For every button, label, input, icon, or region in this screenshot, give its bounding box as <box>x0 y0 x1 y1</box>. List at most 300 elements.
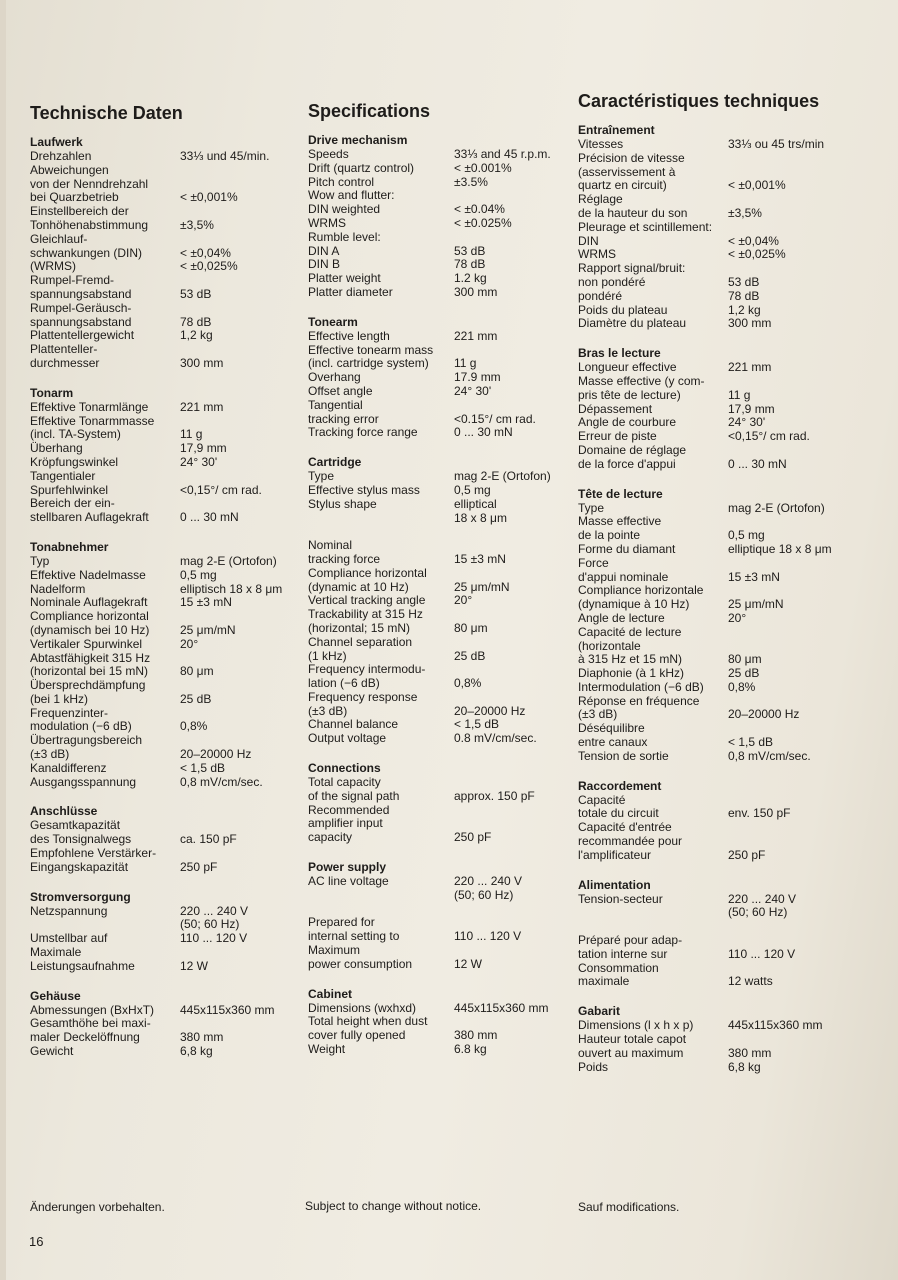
spec-value: 25 μm/mN <box>454 579 510 594</box>
spec-label: Capacité totale du circuit <box>578 792 659 821</box>
spec-label: Précision de vitesse (asservissement à quartz en circuit) <box>578 150 685 193</box>
spec-row <box>308 371 568 385</box>
spec-section <box>30 541 295 790</box>
spec-label: Compliance horizontal (dynamisch bei 10 Hz) <box>30 609 150 637</box>
spec-label: Gesamtkapazität des Tonsignalwegs <box>30 818 132 847</box>
spec-value: < ±0.04% <box>454 202 505 217</box>
spec-label: Drehzahlen <box>30 149 92 163</box>
spec-label: Netzspannung <box>30 903 108 918</box>
spec-row <box>578 1033 840 1061</box>
spec-value: 25 μm/mN <box>728 597 784 612</box>
spec-label: Tracking force range <box>308 425 418 440</box>
page-number: 16 <box>29 1234 44 1249</box>
spec-value: 300 mm <box>180 355 224 370</box>
spec-value: 0,8% <box>454 676 482 691</box>
spec-row <box>578 626 840 667</box>
spec-row <box>30 401 295 415</box>
spec-row <box>308 512 568 526</box>
spec-label: Nadelform <box>30 581 86 596</box>
spec-row <box>30 905 295 919</box>
spec-row <box>30 569 295 583</box>
spec-row <box>30 679 295 707</box>
spec-row <box>30 555 295 569</box>
spec-row <box>578 1019 840 1033</box>
spec-value: 20° <box>728 610 747 625</box>
spec-label: Diamètre du plateau <box>578 316 687 331</box>
spec-label: Wow and flutter: DIN weighted <box>308 188 395 217</box>
spec-value: elliptical <box>454 496 497 511</box>
spec-label: Platter diameter <box>308 284 393 299</box>
spec-row <box>30 164 295 205</box>
spec-row <box>30 329 295 343</box>
spec-row <box>578 304 840 318</box>
spec-value: 12 W <box>454 956 483 971</box>
spec-value: 250 pF <box>454 830 492 845</box>
spec-row <box>30 1045 295 1059</box>
spec-label: Frequency response (±3 dB) <box>308 689 418 718</box>
spec-value: <0,15°/ cm rad. <box>180 482 262 497</box>
spec-label: Frequenzinter- modulation (−6 dB) <box>30 705 132 734</box>
spec-value: <0,15°/ cm rad. <box>728 429 810 444</box>
spec-row <box>30 497 295 525</box>
spec-label: (WRMS) <box>30 259 76 274</box>
spec-label: Typ <box>30 553 50 568</box>
spec-row <box>308 608 568 636</box>
spec-value: 24° 30' <box>180 454 218 469</box>
spec-row <box>30 343 295 371</box>
spec-section <box>30 387 295 525</box>
spec-row <box>308 1002 568 1016</box>
spec-label: Plattentellergewicht <box>30 328 135 343</box>
spec-row <box>578 430 840 444</box>
spec-value: < 1,5 dB <box>180 760 226 775</box>
spec-value: 17,9 mm <box>728 401 775 416</box>
spec-row <box>308 385 568 399</box>
spec-row <box>308 217 568 231</box>
spec-row <box>578 962 840 990</box>
spec-value: ca. 150 pF <box>180 832 237 847</box>
spec-value: 0,5 mg <box>454 482 491 497</box>
spec-label: WRMS <box>578 247 616 262</box>
spec-row <box>578 893 840 907</box>
spec-value: 110 ... 120 V <box>728 946 796 961</box>
spec-value: ±3,5% <box>180 217 214 232</box>
spec-value: 17.9 mm <box>454 370 501 385</box>
spec-value: (50; 60 Hz) <box>180 917 240 932</box>
spec-row <box>30 776 295 790</box>
spec-row <box>578 375 840 403</box>
spec-row <box>30 1017 295 1045</box>
spec-label: Übersprechdämpfung (bei 1 kHz) <box>30 678 146 706</box>
spec-value: < ±0,025% <box>728 247 786 262</box>
spec-value: elliptisch 18 x 8 μm <box>180 581 283 596</box>
section-heading: Tête de lecture <box>578 486 663 501</box>
spec-row <box>308 189 568 217</box>
spec-value: 53 dB <box>454 243 486 258</box>
spec-row <box>308 426 568 440</box>
spec-label: Abmessungen (BxHxT) <box>30 1002 155 1017</box>
spec-value: 53 dB <box>728 274 760 289</box>
spec-value: 0,5 mg <box>180 567 217 582</box>
spec-row <box>308 567 568 595</box>
spec-label: Vitesses <box>578 137 624 151</box>
column-german <box>30 103 295 1075</box>
spec-label: Frequency intermodu- lation (−6 dB) <box>308 662 426 691</box>
spec-value: 24° 30' <box>454 383 492 398</box>
spec-label: Longueur effective <box>578 360 677 375</box>
spec-value: 220 ... 240 V <box>180 903 249 918</box>
spec-section <box>308 861 568 972</box>
spec-label: Rumpel-Geräusch- spannungsabstand <box>30 300 132 329</box>
spec-label: Rumble level: DIN A <box>308 229 381 258</box>
spec-value: 110 ... 120 V <box>454 929 522 944</box>
spec-label: Gleichlauf- schwankungen (DIN) <box>30 231 143 260</box>
spec-label: Rumpel-Fremd- spannungsabstand <box>30 273 132 301</box>
spec-row <box>308 944 568 972</box>
spec-row <box>578 1061 840 1075</box>
spec-row <box>578 403 840 417</box>
spec-row <box>578 290 840 304</box>
spec-value: 80 μm <box>728 652 762 667</box>
section-heading: Tonarm <box>30 385 74 400</box>
section-heading: Bras le lecture <box>578 346 661 361</box>
spec-row <box>30 762 295 776</box>
spec-row <box>308 258 568 272</box>
spec-label: Kanaldifferenz <box>30 760 107 775</box>
spec-row <box>308 636 568 664</box>
spec-row <box>30 918 295 932</box>
spec-section <box>578 347 840 471</box>
spec-label: Angle de lecture <box>578 610 665 625</box>
section-heading: Entraînement <box>578 123 655 137</box>
spec-row <box>578 138 840 152</box>
spec-label: Overhang <box>308 370 361 385</box>
spec-row <box>30 456 295 470</box>
spec-value: 0,8 mV/cm/sec. <box>180 774 263 789</box>
spec-value: 380 mm <box>454 1028 498 1043</box>
spec-row <box>578 543 840 557</box>
spec-value: 445x115x360 mm <box>180 1002 275 1017</box>
spec-value: mag 2-E (Ortofon) <box>728 500 825 515</box>
spec-row <box>308 903 568 944</box>
spec-label: Drift (quartz control) <box>308 160 415 175</box>
spec-value: 220 ... 240 V <box>728 891 797 906</box>
spec-section <box>578 879 840 990</box>
spec-value: 0 ... 30 mN <box>180 510 239 525</box>
spec-row <box>308 330 568 344</box>
spec-value: < 1,5 dB <box>728 735 774 750</box>
spec-label: Poids du plateau <box>578 302 668 317</box>
section-heading: Connections <box>308 761 381 776</box>
spec-value: 445x115x360 mm <box>454 1000 549 1015</box>
spec-label: Nominale Auflagekraft <box>30 595 148 610</box>
column-title: Specifications <box>308 101 431 121</box>
section-heading: Anschlüsse <box>30 804 98 819</box>
spec-row <box>30 150 295 164</box>
spec-row <box>308 272 568 286</box>
spec-value: 0 ... 30 mN <box>728 456 787 471</box>
spec-value: 12 W <box>180 958 209 973</box>
section-heading: Stromversorgung <box>30 889 131 904</box>
spec-row <box>578 695 840 723</box>
spec-value: mag 2-E (Ortofon) <box>454 469 551 484</box>
spec-value: 25 dB <box>180 691 212 706</box>
spec-label: Total height when dust cover fully opened <box>308 1014 428 1043</box>
spec-value: < ±0,001% <box>180 190 238 205</box>
spec-value: 0,5 mg <box>728 528 765 543</box>
spec-label: Rapport signal/bruit: non pondéré <box>578 261 686 289</box>
spec-value: 20–20000 Hz <box>180 747 252 762</box>
spec-row <box>308 470 568 484</box>
spec-value: 18 x 8 μm <box>454 510 507 525</box>
spec-value: 221 mm <box>180 399 224 414</box>
spec-row <box>578 920 840 961</box>
spec-label: Pleurage et scintillement: DIN <box>578 219 713 248</box>
spec-value: 1,2 kg <box>728 302 761 317</box>
spec-value: 15 ±3 mN <box>180 595 232 610</box>
spec-label: Dépassement <box>578 401 653 416</box>
spec-row <box>578 515 840 543</box>
spec-value: 33⅓ und 45/min. <box>180 149 270 163</box>
spec-label: Gesamthöhe bei maxi- maler Deckelöffnung <box>30 1016 151 1045</box>
spec-value: 12 watts <box>728 974 773 989</box>
spec-row <box>308 399 568 427</box>
spec-value: 221 mm <box>454 328 498 343</box>
section-heading: Drive mechanism <box>308 133 408 147</box>
spec-value: 250 pF <box>180 859 218 874</box>
spec-row <box>308 176 568 190</box>
spec-label: Effektive Tonarmlänge <box>30 399 149 414</box>
spec-row <box>30 1004 295 1018</box>
spec-row <box>30 442 295 456</box>
spec-row <box>308 889 568 903</box>
spec-value: 6,8 kg <box>180 1044 213 1059</box>
spec-section <box>578 1005 840 1074</box>
spec-row <box>308 1043 568 1057</box>
spec-label: AC line voltage <box>308 874 389 889</box>
spec-row <box>30 707 295 735</box>
spec-value: approx. 150 pF <box>454 788 535 803</box>
spec-value: 20° <box>454 593 473 608</box>
spec-value: 0,8 mV/cm/sec. <box>728 748 811 763</box>
spec-label: Type <box>578 500 605 515</box>
spec-row <box>578 193 840 221</box>
spec-row <box>578 221 840 249</box>
spec-label: Dimensions (l x h x p) <box>578 1018 694 1033</box>
spec-section <box>308 762 568 845</box>
spec-row <box>30 470 295 498</box>
spec-label: Tangential tracking error <box>308 397 379 426</box>
spec-label: Domaine de réglage de la force d'appui <box>578 442 687 471</box>
spec-row <box>30 274 295 302</box>
spec-label: Capacité d'entrée recommandée pour l'amplificateur <box>578 820 683 862</box>
spec-label: Vertical tracking angle <box>308 593 426 608</box>
spec-label: Type <box>308 469 335 484</box>
spec-label: Consommation maximale <box>578 960 659 989</box>
spec-row <box>30 205 295 233</box>
spec-value: 24° 30' <box>728 415 766 430</box>
spec-value: 221 mm <box>728 360 772 375</box>
spec-label: Offset angle <box>308 383 373 398</box>
spec-label: Trackability at 315 Hz (horizontal; 15 mN) <box>308 607 423 635</box>
spec-label: Forme du diamant <box>578 541 676 556</box>
spec-label: Effective tonearm mass (incl. cartridge system) <box>308 342 434 371</box>
section-heading: Tonearm <box>308 314 358 329</box>
section-heading: Laufwerk <box>30 135 83 149</box>
spec-value: 6,8 kg <box>728 1059 761 1074</box>
spec-label: Stylus shape <box>308 496 377 511</box>
spec-row <box>30 847 295 875</box>
spec-value: 380 mm <box>728 1045 772 1060</box>
spec-label: Force d'appui nominale <box>578 555 669 584</box>
spec-section <box>30 136 295 371</box>
spec-label: Maximum power consumption <box>308 943 413 971</box>
spec-label: Réponse en fréquence (±3 dB) <box>578 693 700 722</box>
spec-row <box>578 584 840 612</box>
spec-row <box>578 906 840 920</box>
spec-value: 300 mm <box>454 284 498 299</box>
spec-label: Prepared for internal setting to <box>308 915 400 944</box>
spec-section <box>30 805 295 874</box>
spec-label: Réglage de la hauteur du son <box>578 192 688 220</box>
column-french <box>578 91 840 1090</box>
spec-value: 25 μm/mN <box>180 622 236 637</box>
spec-row <box>578 444 840 472</box>
spec-value: < ±0,001% <box>728 178 786 193</box>
spec-section <box>578 124 840 331</box>
spec-row <box>308 148 568 162</box>
spec-value: 0,8% <box>180 719 208 734</box>
footer-note-english: Subject to change without notice. <box>305 1199 482 1213</box>
spec-value: 53 dB <box>180 286 212 301</box>
spec-label: Tension de sortie <box>578 748 669 763</box>
spec-value: < ±0,025% <box>180 259 238 274</box>
spec-value: 0.8 mV/cm/sec. <box>454 731 537 746</box>
spec-value: 220 ... 240 V <box>454 874 523 889</box>
spec-label: Effektive Tonarmmasse (incl. TA-System) <box>30 413 155 442</box>
column-title: Technische Daten <box>30 103 183 123</box>
spec-label: Abtastfähigkeit 315 Hz (horizontal bei 15 mN) <box>30 650 151 679</box>
spec-row <box>308 875 568 889</box>
spec-row <box>30 583 295 597</box>
spec-label: Bereich der ein- stellbaren Auflagekraft <box>30 496 149 525</box>
spec-row <box>308 231 568 259</box>
spec-value: 33⅓ and 45 r.p.m. <box>454 147 551 161</box>
spec-row <box>30 819 295 847</box>
spec-row <box>578 502 840 516</box>
spec-value: env. 150 pF <box>728 806 791 821</box>
spec-label: Tension-secteur <box>578 891 663 906</box>
spec-row <box>30 946 295 974</box>
spec-value: mag 2-E (Ortofon) <box>180 553 277 568</box>
spec-label: Compliance horizontale (dynamique à 10 Hz) <box>578 583 704 612</box>
spec-row <box>308 344 568 372</box>
spec-section <box>578 488 840 764</box>
spec-value: 15 ±3 mN <box>454 551 506 566</box>
spec-label: Préparé pour adap- tation interne sur <box>578 933 683 961</box>
spec-label: Einstellbereich der Tonhöhenabstimmung <box>30 204 149 232</box>
spec-label: Nominal tracking force <box>308 538 381 566</box>
spec-label: Maximale Leistungsaufnahme <box>30 945 135 973</box>
spec-label: Déséquilibre entre canaux <box>578 721 648 750</box>
spec-label: Überhang <box>30 441 83 456</box>
spec-label: Vertikaler Spurwinkel <box>30 636 143 651</box>
spec-row <box>578 821 840 862</box>
spec-row <box>30 302 295 330</box>
spec-section <box>308 988 568 1057</box>
spec-value: 11 g <box>728 387 751 402</box>
spec-label: Effective length <box>308 328 390 343</box>
spec-row <box>578 361 840 375</box>
section-heading: Alimentation <box>578 877 651 892</box>
spec-row <box>30 638 295 652</box>
spec-section <box>308 134 568 300</box>
spec-row <box>308 776 568 804</box>
spec-value: 33⅓ ou 45 trs/min <box>728 137 825 151</box>
spec-row <box>30 233 295 261</box>
spec-label: Gewicht <box>30 1044 74 1059</box>
spec-row <box>308 804 568 845</box>
spec-label: Channel separation (1 kHz) <box>308 634 413 663</box>
spec-row <box>30 596 295 610</box>
spec-row <box>308 663 568 691</box>
spec-label: Umstellbar auf <box>30 931 108 946</box>
spec-value: 25 dB <box>454 648 486 663</box>
spec-row <box>30 415 295 443</box>
spec-value: 17,9 mm <box>180 441 227 456</box>
spec-value: 20° <box>180 636 199 651</box>
spec-label: Übertragungsbereich (±3 dB) <box>30 733 143 762</box>
spec-section <box>308 456 568 746</box>
spec-row <box>578 262 840 290</box>
spec-row <box>308 162 568 176</box>
spec-row <box>308 1015 568 1043</box>
section-heading: Power supply <box>308 860 387 875</box>
spec-label: Recommended amplifier input capacity <box>308 802 390 845</box>
spec-row <box>578 750 840 764</box>
spec-label: Ausgangsspannung <box>30 774 137 789</box>
spec-row <box>578 612 840 626</box>
footer-note-german: Änderungen vorbehalten. <box>30 1200 165 1214</box>
spec-row <box>578 722 840 750</box>
spec-value: < ±0,04% <box>728 233 779 248</box>
spec-value: 11 g <box>180 427 203 442</box>
spec-value: ±3.5% <box>454 174 488 189</box>
spec-value: 11 g <box>454 356 477 371</box>
spec-row <box>578 667 840 681</box>
spec-label: Masse effective (y com- pris tête de lecture) <box>578 373 705 402</box>
spec-row <box>578 248 840 262</box>
spec-section <box>30 990 295 1059</box>
spec-row <box>308 594 568 608</box>
spec-value: < ±0,04% <box>180 245 231 260</box>
spec-value: 80 μm <box>454 620 488 635</box>
spec-value: 20–20000 Hz <box>728 707 800 722</box>
spec-label: Total capacity of the signal path <box>308 775 400 803</box>
spec-value: 20–20000 Hz <box>454 703 526 718</box>
spec-row <box>578 794 840 822</box>
spec-value: 1.2 kg <box>454 271 487 286</box>
spec-label: Platter weight <box>308 271 381 286</box>
spec-label: Masse effective de la pointe <box>578 514 662 543</box>
spec-label: Tangentialer Spurfehlwinkel <box>30 468 109 497</box>
spec-label: Pitch control <box>308 174 375 189</box>
spec-value: (50; 60 Hz) <box>454 887 514 902</box>
spec-row <box>308 498 568 512</box>
spec-row <box>578 557 840 585</box>
spec-row <box>578 416 840 430</box>
spec-row <box>578 681 840 695</box>
